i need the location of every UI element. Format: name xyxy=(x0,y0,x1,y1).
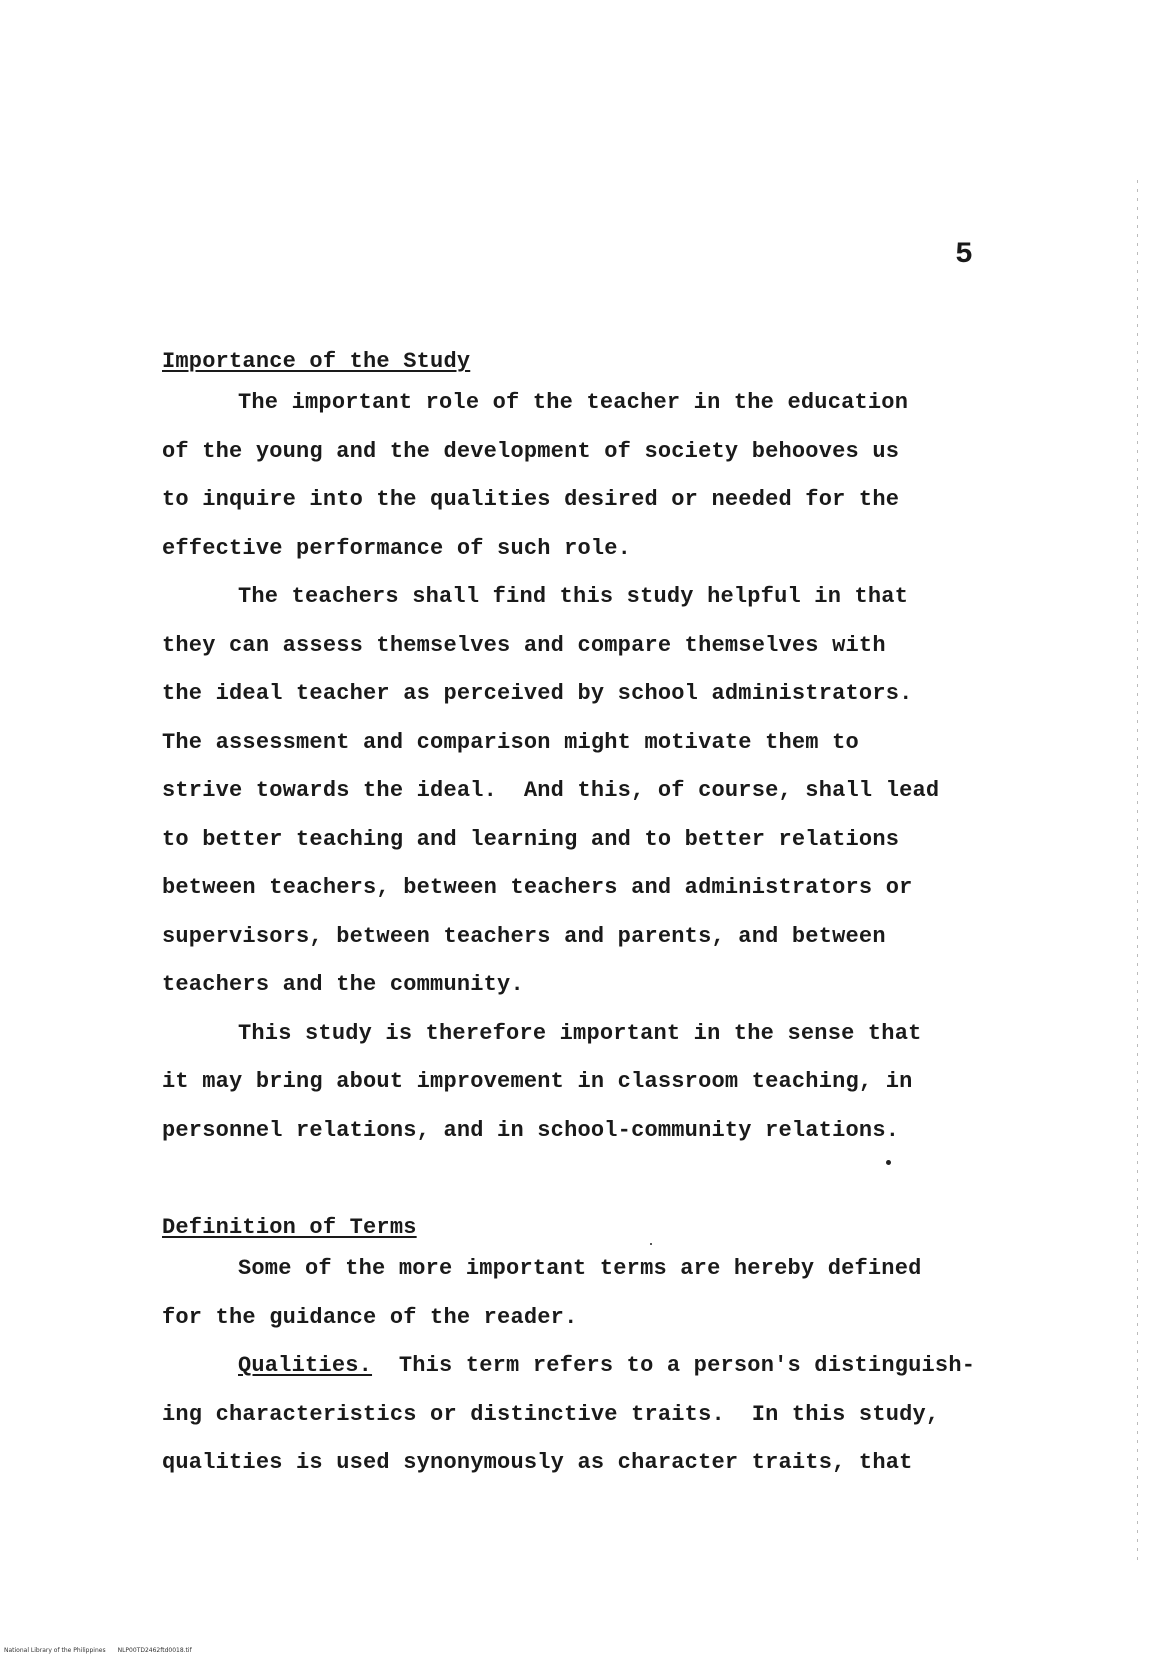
document-body xyxy=(162,345,1022,1488)
text-line: of the young and the development of society behooves us xyxy=(162,438,900,464)
text-line: to better teaching and learning and to better relations xyxy=(162,826,900,852)
text-line: The important role of the teacher in the education xyxy=(238,390,909,415)
scan-speck xyxy=(650,1243,652,1245)
section-heading-importance: Importance of the Study xyxy=(162,349,471,374)
section-body-definitions xyxy=(162,1245,1022,1488)
page-number: 5 xyxy=(955,238,974,272)
text-line: supervisors, between teachers and parents, and between xyxy=(162,923,886,949)
text-line: for the guidance of the reader. xyxy=(162,1304,578,1330)
scan-footer xyxy=(4,1647,192,1654)
text-line: the ideal teacher as perceived by school administrators. xyxy=(162,681,913,706)
section-spacer xyxy=(162,1155,1022,1211)
text-line: The assessment and comparison might motivate them to xyxy=(162,729,859,755)
footer-library: National Library of the Philippines xyxy=(4,1647,106,1654)
footer-filename: NLP00TD2462ftd0018.tif xyxy=(117,1647,192,1654)
text-line: between teachers, between teachers and administrators or xyxy=(162,875,913,900)
text-line: teachers and the community. xyxy=(162,972,524,997)
section-heading-definitions: Definition of Terms xyxy=(162,1215,417,1240)
text-line: qualities is used synonymously as character traits, that xyxy=(162,1450,913,1475)
text-line: personnel relations, and in school-community relations. xyxy=(162,1117,900,1143)
text-line: it may bring about improvement in classroom teaching, in xyxy=(162,1069,913,1094)
scan-edge-line xyxy=(1137,180,1138,1560)
term-definition-line xyxy=(162,1342,1022,1391)
text-line: effective performance of such role. xyxy=(162,535,632,561)
text-line: to inquire into the qualities desired or needed for the xyxy=(162,487,900,512)
text-line: they can assess themselves and compare themselves with xyxy=(162,632,886,658)
term-definition-text: This term refers to a person's distinguish- xyxy=(372,1353,976,1378)
text-line: This study is therefore important in the sense that xyxy=(238,1020,922,1046)
text-line: Some of the more important terms are hereby defined xyxy=(238,1256,922,1281)
scan-speck xyxy=(886,1160,891,1165)
section-body-importance xyxy=(162,379,1022,1155)
defined-term: Qualities. xyxy=(238,1353,373,1378)
text-line: ing characteristics or distinctive traits. In this study, xyxy=(162,1401,940,1427)
text-line: strive towards the ideal. And this, of course, shall lead xyxy=(162,778,940,803)
text-line: The teachers shall find this study helpful in that xyxy=(238,584,909,609)
